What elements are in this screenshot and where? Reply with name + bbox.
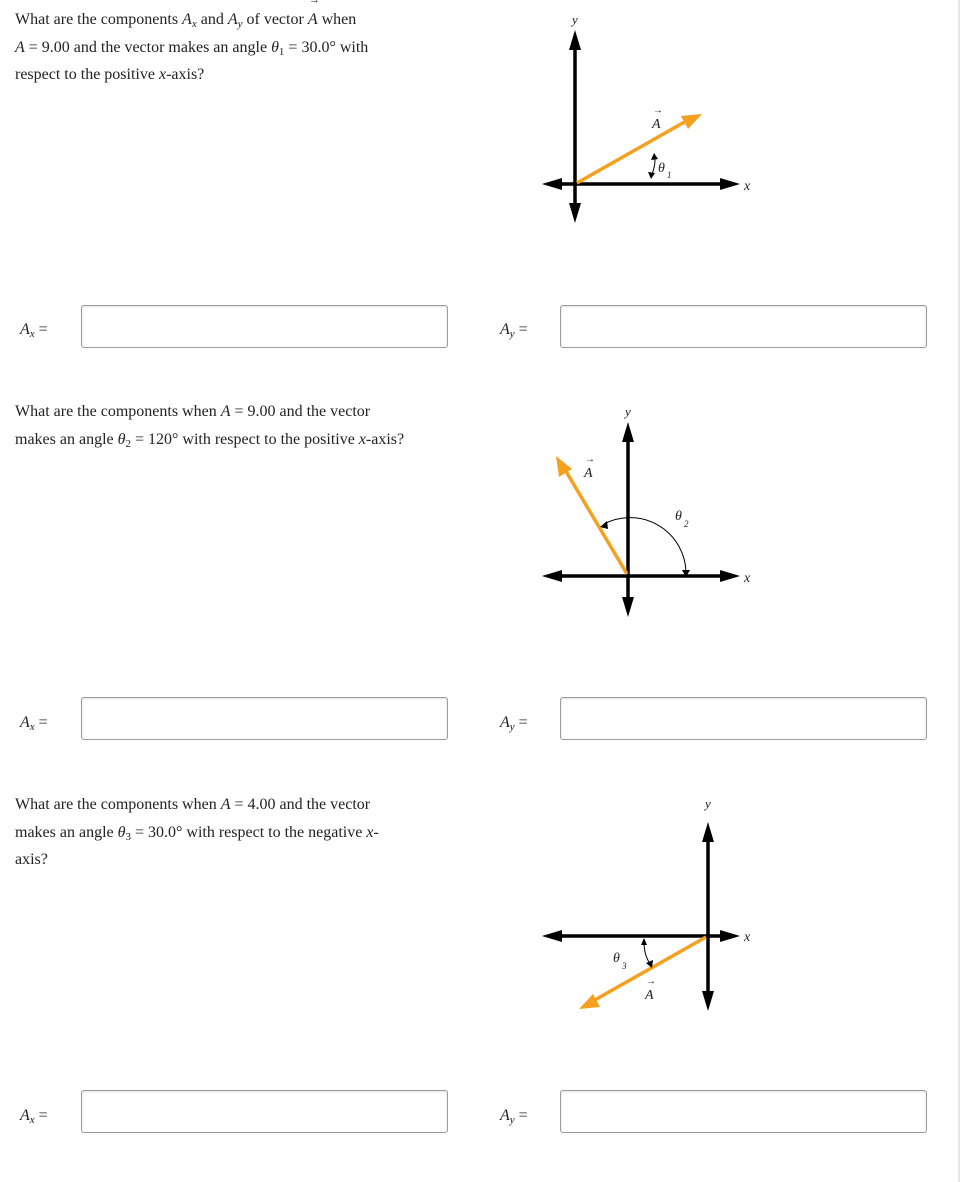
x-axis-arrow-left	[542, 930, 562, 942]
vector-a-label: A	[584, 466, 593, 481]
question-1-figure	[530, 8, 770, 233]
ay-input-1[interactable]	[560, 305, 927, 348]
vector-a	[564, 468, 627, 574]
ax-input-2[interactable]	[81, 697, 448, 740]
ay-label-1: $A_y$ =	[500, 321, 528, 340]
vector-arrow-icon: →	[646, 976, 656, 987]
theta-1-subscript: 1	[667, 170, 672, 180]
ax-label-1: $A_x$ =	[20, 321, 48, 340]
x-axis-arrow-right	[720, 570, 740, 582]
ax-label-3: $A_x$ =	[20, 1107, 48, 1126]
ay-label-2: $A_y$ =	[500, 714, 528, 733]
theta-3-arc-arrow-bottom	[646, 960, 653, 968]
ax-input-1[interactable]	[81, 305, 448, 348]
question-3-figure	[530, 792, 770, 1022]
question-3-prompt: What are the components when A = 4.00 and the vector makes an angle $\theta_3 = 30.0^\circ$ with respect to the negative x- axis?	[15, 796, 379, 868]
ay-input-2[interactable]	[560, 697, 927, 740]
vector-a-label: A	[652, 117, 661, 132]
y-axis-arrow-up	[622, 422, 634, 442]
x-axis-arrow-left	[542, 178, 562, 190]
x-axis-label: x	[744, 571, 751, 586]
theta-2-arc	[604, 518, 686, 572]
ax-input-3[interactable]	[81, 1090, 448, 1133]
vector-a-arrowhead	[556, 456, 572, 477]
theta-1-arc	[652, 158, 655, 174]
theta-2-label: θ	[675, 509, 682, 524]
x-axis-arrow-right	[720, 178, 740, 190]
ay-input-3[interactable]	[560, 1090, 927, 1133]
theta-3-arc-arrow-top	[641, 938, 647, 945]
question-2-figure	[530, 400, 770, 625]
y-axis-arrow-down	[569, 203, 581, 223]
page-right-border	[958, 0, 960, 1182]
x-axis-arrow-left	[542, 570, 562, 582]
ay-label-3: $A_y$ =	[500, 1107, 528, 1126]
y-axis-label: y	[572, 12, 578, 27]
vector-arrow-icon: →	[585, 454, 595, 465]
vector-arrow-icon: →	[653, 105, 663, 116]
x-axis-label: x	[744, 930, 751, 945]
y-axis-arrow-down	[622, 597, 634, 617]
theta-3-subscript: 3	[622, 961, 627, 971]
x-axis-label: x	[744, 179, 751, 194]
x-axis-arrow-right	[720, 930, 740, 942]
theta-3-label: θ	[613, 951, 620, 966]
theta-1-arc-arrow-bottom	[648, 172, 655, 179]
theta-2-subscript: 2	[684, 519, 689, 529]
theta-1-arc-arrow-top	[651, 153, 658, 160]
y-axis-label: y	[625, 404, 631, 419]
y-axis-label: y	[705, 796, 711, 811]
ax-label-2: $A_x$ =	[20, 714, 48, 733]
theta-3-arc	[644, 943, 650, 964]
vector-a-arrowhead	[681, 114, 702, 129]
y-axis-arrow-up	[569, 30, 581, 50]
question-1-prompt: What are the components $A_x$ and $A_y$ of vector → A when A = 9.00 and the vector makes an angle $\theta_1 = 30.0^\circ$ with respect to the positive x-axis?	[15, 6, 475, 89]
y-axis-arrow-up	[702, 822, 714, 842]
question-2-prompt: What are the components when A = 9.00 and the vector makes an angle $\theta_2 = 120^\circ$ with respect to the positive x-axis?	[15, 403, 405, 450]
vector-a-label: A	[645, 988, 654, 1003]
theta-1-label: θ	[658, 161, 665, 176]
y-axis-arrow-down	[702, 991, 714, 1011]
vector-a-arrowhead	[579, 994, 600, 1009]
